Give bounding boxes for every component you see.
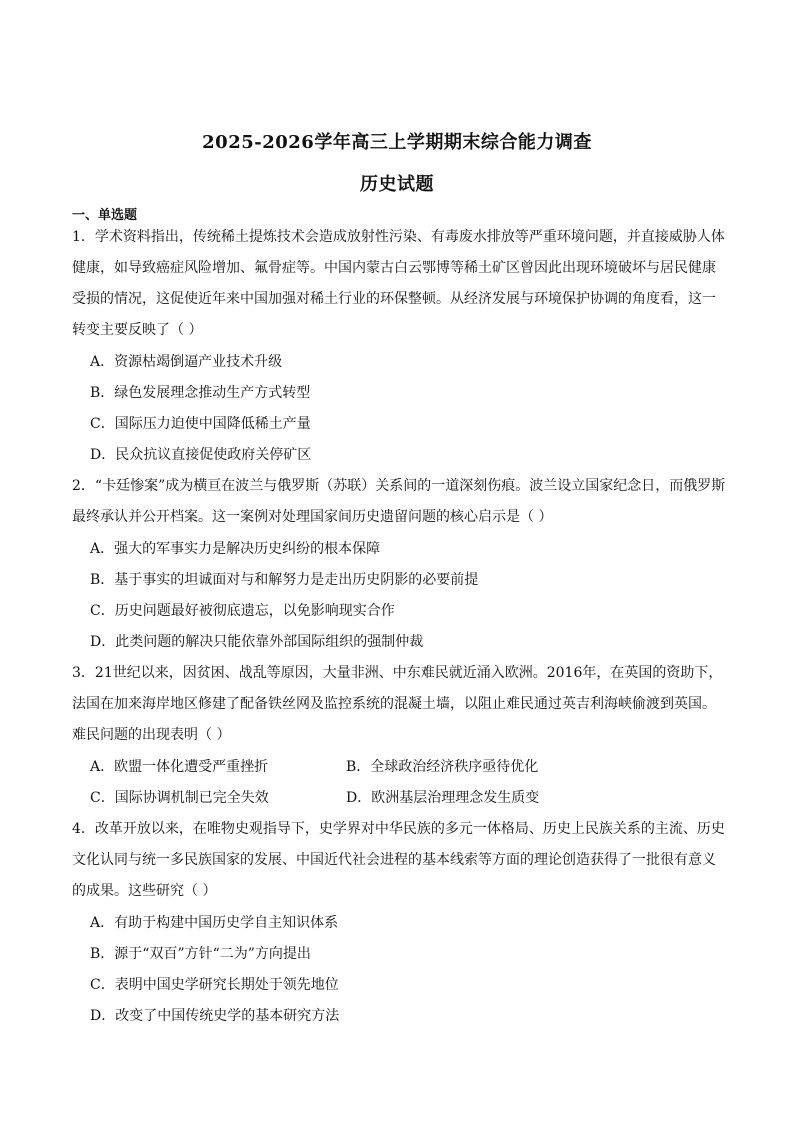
question-3-option-c: C．国际协调机制已完全失效 bbox=[90, 790, 269, 806]
question-2-option-c: C．历史问题最好被彻底遗忘，以免影响现实合作 bbox=[90, 603, 395, 619]
section-title: 一、单选题 bbox=[72, 208, 138, 223]
question-1-line-1: 1．学术资料指出，传统稀土提炼技术会造成放射性污染、有毒废水排放等严重环境问题，并直接威胁人体 bbox=[72, 229, 725, 245]
question-3-line-2: 法国在加来海岸地区修建了配备铁丝网及监控系统的混凝土墙，以阻止难民通过英吉利海峡偷渡到英国。 bbox=[72, 696, 716, 712]
question-4-line-3: 的成果。这些研究（ ） bbox=[72, 883, 217, 899]
question-4-line-2: 文化认同与统一多民族国家的发展、中国近代社会进程的基本线索等方面的理论创造获得了一批很有意义 bbox=[72, 852, 716, 868]
question-3-option-b: B．全球政治经济秩序亟待优化 bbox=[346, 759, 539, 775]
question-2-option-a: A．强大的军事实力是解决历史纠纷的根本保障 bbox=[90, 541, 381, 557]
question-3-option-d: D．欧洲基层治理理念发生质变 bbox=[346, 790, 540, 806]
question-1-option-d: D．民众抗议直接促使政府关停矿区 bbox=[90, 447, 312, 463]
question-4-option-c: C．表明中国史学研究长期处于领先地位 bbox=[90, 977, 339, 993]
question-4-option-d: D．改变了中国传统史学的基本研究方法 bbox=[90, 1008, 340, 1024]
question-4-line-1: 4．改革开放以来，在唯物史观指导下，史学界对中华民族的多元一体格局、历史上民族关系的主流、历史 bbox=[72, 821, 725, 837]
exam-title: 2025-2026学年高三上学期期末综合能力调查 bbox=[202, 132, 592, 153]
question-1-line-2: 健康，如导致癌症风险增加、氟骨症等。中国内蒙古白云鄂博等稀土矿区曾因此出现环境破坏与居民健康 bbox=[72, 260, 716, 276]
exam-subtitle: 历史试题 bbox=[360, 174, 434, 195]
question-1-line-3: 受损的情况，这促使近年来中国加强对稀土行业的环保整顿。从经济发展与环境保护协调的角度看，这一 bbox=[72, 291, 716, 307]
question-1-option-c: C．国际压力迫使中国降低稀土产量 bbox=[90, 416, 311, 432]
question-3-line-3: 难民问题的出现表明（ ） bbox=[72, 727, 231, 743]
question-2-line-1: 2．“卡廷惨案”成为横亘在波兰与俄罗斯（苏联）关系间的一道深刻伤痕。波兰设立国家纪念日，而俄罗斯 bbox=[72, 478, 726, 494]
question-4-option-b: B．源于“双百”方针“二为”方向提出 bbox=[90, 946, 311, 962]
question-3-line-1: 3．21世纪以来，因贫困、战乱等原因，大量非洲、中东难民就近涌入欧洲。2016年，在英国的资助下， bbox=[72, 665, 723, 681]
question-2-line-2: 最终承认并公开档案。这一案例对处理国家间历史遗留问题的核心启示是（ ） bbox=[72, 509, 553, 525]
question-4-option-a: A．有助于构建中国历史学自主知识体系 bbox=[90, 915, 339, 931]
question-2-option-d: D．此类问题的解决只能依靠外部国际组织的强制仲裁 bbox=[90, 634, 424, 650]
question-3-option-a: A．欧盟一体化遭受严重挫折 bbox=[90, 759, 269, 775]
question-1-option-a: A．资源枯竭倒逼产业技术升级 bbox=[90, 354, 283, 370]
question-1-option-b: B．绿色发展理念推动生产方式转型 bbox=[90, 385, 311, 401]
question-1-line-4: 转变主要反映了（ ） bbox=[72, 322, 203, 338]
question-2-option-b: B．基于事实的坦诚面对与和解努力是走出历史阴影的必要前提 bbox=[90, 572, 479, 588]
